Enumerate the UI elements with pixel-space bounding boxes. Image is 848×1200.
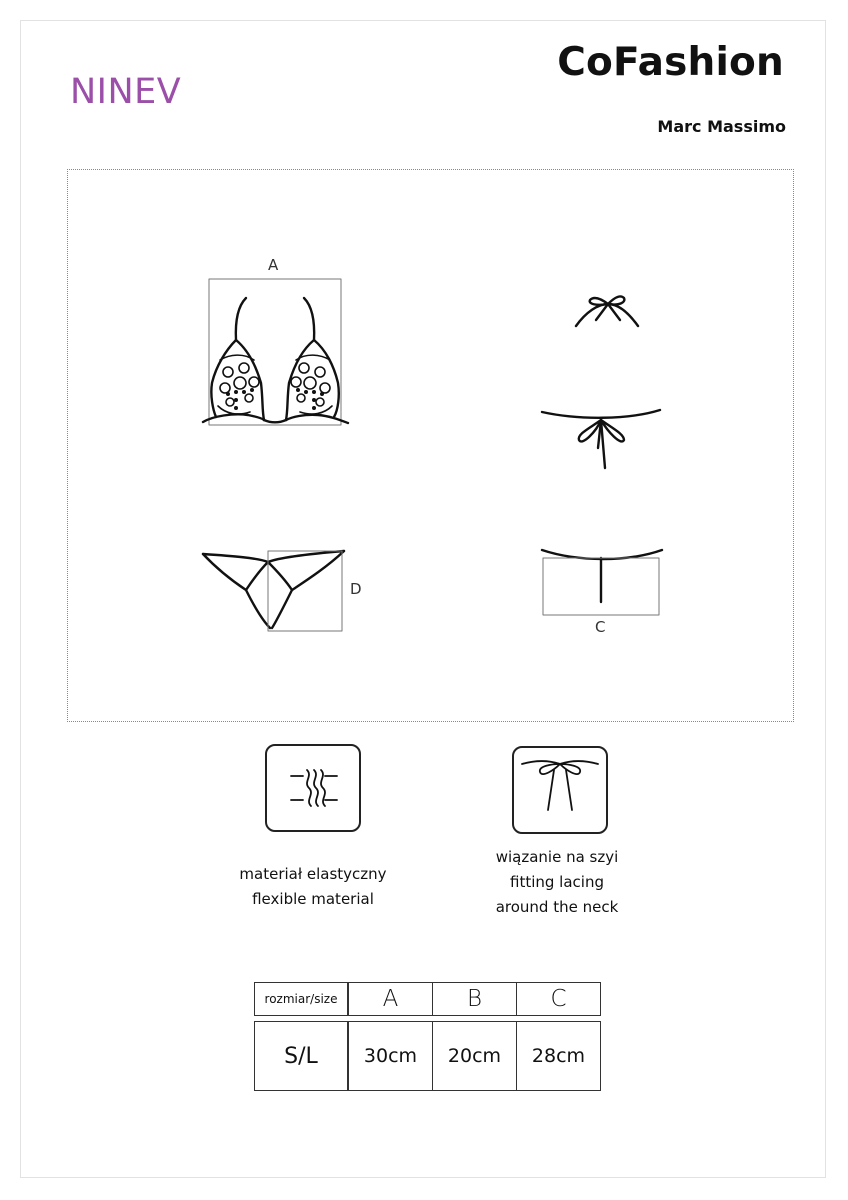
product-drawing: [68, 170, 795, 723]
feature-line: fitting lacing: [510, 873, 604, 891]
table-cell-a: 30cm: [348, 1021, 433, 1091]
feature-line: around the neck: [495, 898, 619, 916]
table-row-size: S/L: [254, 1021, 348, 1091]
table-cell-c: 28cm: [516, 1021, 601, 1091]
model-name: NINEV: [70, 72, 182, 112]
thong-front-drawing: [203, 551, 344, 631]
dimension-label-a: A: [268, 256, 279, 274]
table-cell-b: 20cm: [432, 1021, 517, 1091]
feature-text-flexible: [200, 862, 426, 912]
drawing-area: [67, 169, 794, 722]
dimension-box-a: [209, 279, 341, 425]
neck-tie-icon: [512, 746, 608, 834]
feature-line: flexible material: [252, 890, 374, 908]
dimension-label-d: D: [350, 580, 362, 598]
table-header-label: rozmiar/size: [254, 982, 348, 1016]
designer-name: Marc Massimo: [657, 117, 786, 136]
feature-line: wiązanie na szyi: [495, 848, 619, 866]
thong-back-drawing: [542, 550, 662, 615]
table-column-a: A: [348, 982, 433, 1016]
brand-logo: CoFashion: [557, 40, 784, 85]
bra-back-drawing: [542, 296, 660, 468]
feature-text-neck: [450, 845, 664, 920]
dimension-label-c: C: [595, 618, 606, 636]
table-column-c: C: [516, 982, 601, 1016]
feature-line: materiał elastyczny: [239, 865, 387, 883]
stretch-icon: [265, 744, 361, 832]
table-column-b: B: [432, 982, 517, 1016]
bra-drawing: [203, 279, 348, 425]
